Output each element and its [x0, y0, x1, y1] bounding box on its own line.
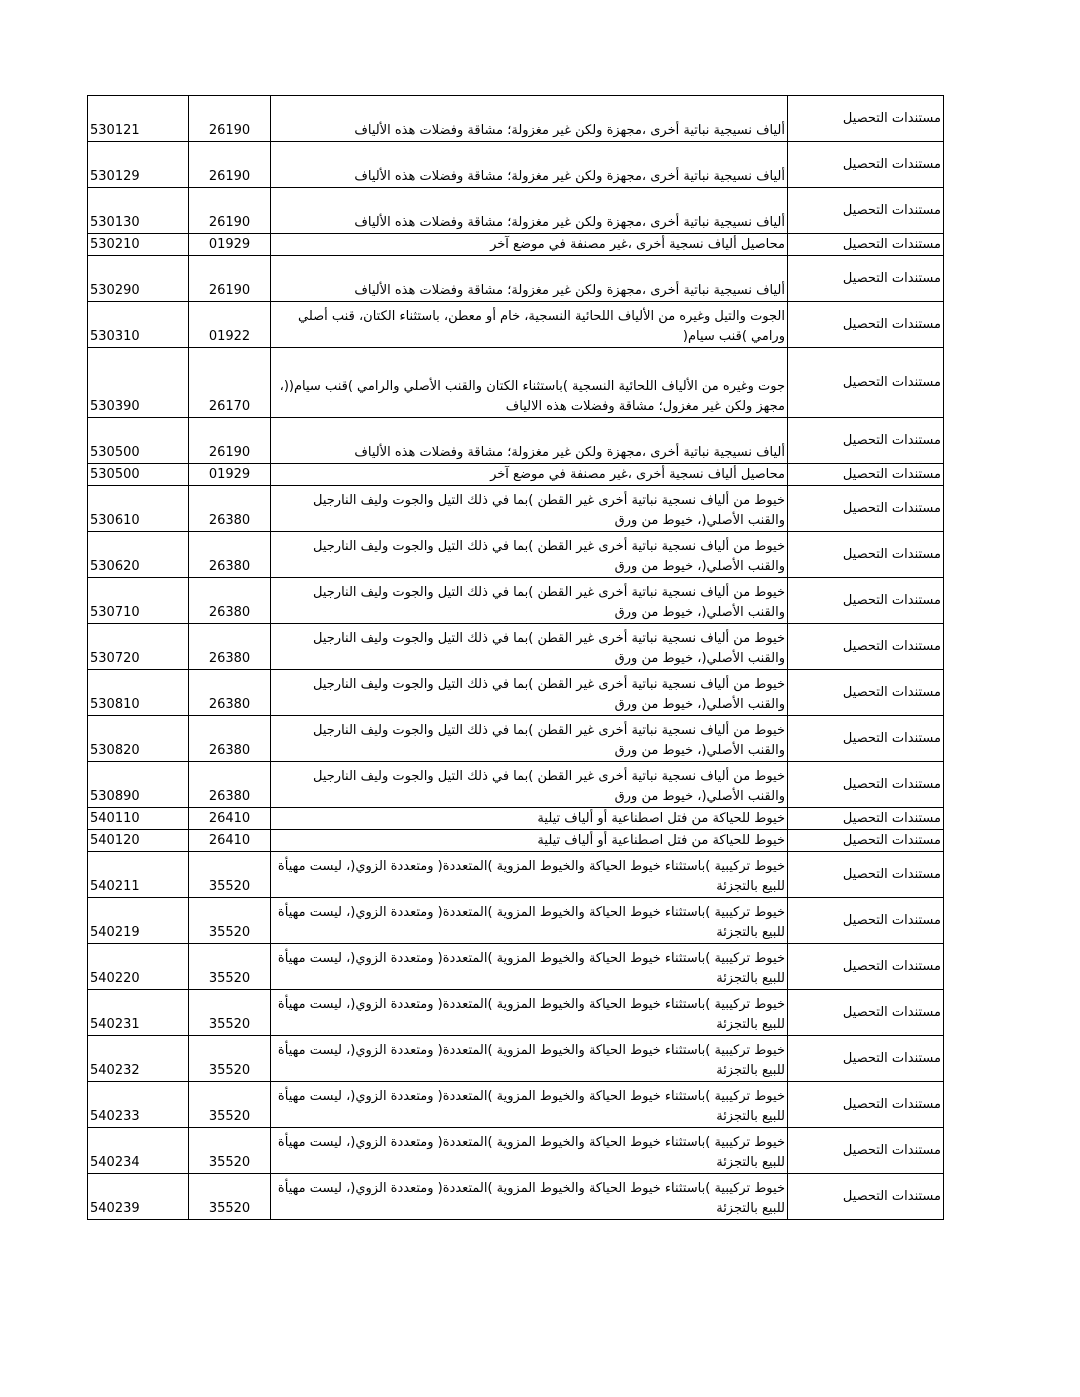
product-code-cell: 26380	[189, 670, 271, 716]
hs-code-cell: 530890	[88, 762, 189, 808]
hs-code-cell: 530810	[88, 670, 189, 716]
description-cell: ألياف نسيجية نباتية أخرى ،مجهزة ولكن غير مغزولة؛ مشاقة وفضلات هذه الألياف	[271, 142, 788, 188]
description-cell: ألياف نسيجية نباتية أخرى ،مجهزة ولكن غير مغزولة؛ مشاقة وفضلات هذه الألياف	[271, 96, 788, 142]
product-code-cell: 26410	[189, 808, 271, 830]
product-code-cell: 35520	[189, 990, 271, 1036]
table-row	[88, 990, 944, 1036]
table-row	[88, 808, 944, 830]
description-cell: خيوط تركيبية )باستثناء خيوط الحياكة والخيوط المزوية )المتعددة( ومتعددة الزوي(، ليست مهيأة للبيع بالتجزئة	[271, 1174, 788, 1220]
hs-code-cell: 540233	[88, 1082, 189, 1128]
hs-code-cell: 540110	[88, 808, 189, 830]
table-row	[88, 852, 944, 898]
hs-code-cell: 530500	[88, 418, 189, 464]
hs-code-cell: 530390	[88, 348, 189, 418]
hs-code-cell: 530310	[88, 302, 189, 348]
category-cell: مستندات التحصيل	[788, 302, 944, 348]
table-row	[88, 578, 944, 624]
product-code-cell: 01922	[189, 302, 271, 348]
table-row	[88, 302, 944, 348]
hs-code-cell: 530500	[88, 464, 189, 486]
description-cell: خيوط تركيبية )باستثناء خيوط الحياكة والخيوط المزوية )المتعددة( ومتعددة الزوي(، ليست مهيأة للبيع بالتجزئة	[271, 1082, 788, 1128]
category-cell: مستندات التحصيل	[788, 234, 944, 256]
description-cell: ألياف نسيجية نباتية أخرى ،مجهزة ولكن غير مغزولة؛ مشاقة وفضلات هذه الألياف	[271, 256, 788, 302]
product-code-cell: 26380	[189, 532, 271, 578]
description-cell: خيوط تركيبية )باستثناء خيوط الحياكة والخيوط المزوية )المتعددة( ومتعددة الزوي(، ليست مهيأة للبيع بالتجزئة	[271, 1128, 788, 1174]
category-cell: مستندات التحصيل	[788, 532, 944, 578]
product-code-cell: 35520	[189, 1082, 271, 1128]
hs-code-cell: 530620	[88, 532, 189, 578]
hs-code-cell: 540234	[88, 1128, 189, 1174]
category-cell: مستندات التحصيل	[788, 808, 944, 830]
description-cell: خيوط تركيبية )باستثناء خيوط الحياكة والخيوط المزوية )المتعددة( ومتعددة الزوي(، ليست مهيأة للبيع بالتجزئة	[271, 898, 788, 944]
product-code-cell: 01929	[189, 464, 271, 486]
tariff-table	[87, 95, 944, 1220]
product-code-cell: 26380	[189, 716, 271, 762]
hs-code-cell: 530720	[88, 624, 189, 670]
table-row	[88, 486, 944, 532]
table-row	[88, 1128, 944, 1174]
hs-code-cell: 530820	[88, 716, 189, 762]
description-cell: جوت وغيره من الألياف اللحائية النسجية )باستثناء الكتان والقنب الأصلي والرامي )قنب سيام((، مجهز ولكن غير مغزول؛ مشاقة وفضلات هذه الالياف	[271, 348, 788, 418]
description-cell: خيوط تركيبية )باستثناء خيوط الحياكة والخيوط المزوية )المتعددة( ومتعددة الزوي(، ليست مهيأة للبيع بالتجزئة	[271, 944, 788, 990]
description-cell: خيوط تركيبية )باستثناء خيوط الحياكة والخيوط المزوية )المتعددة( ومتعددة الزوي(، ليست مهيأة للبيع بالتجزئة	[271, 852, 788, 898]
hs-code-cell: 530210	[88, 234, 189, 256]
hs-code-cell: 530710	[88, 578, 189, 624]
table-row	[88, 716, 944, 762]
description-cell: محاصيل ألياف نسجية أخرى ،غير مصنفة في موضع آخر	[271, 234, 788, 256]
description-cell: ألياف نسيجية نباتية أخرى ،مجهزة ولكن غير مغزولة؛ مشاقة وفضلات هذه الألياف	[271, 418, 788, 464]
category-cell: مستندات التحصيل	[788, 142, 944, 188]
table-row	[88, 1174, 944, 1220]
table-row	[88, 234, 944, 256]
product-code-cell: 35520	[189, 1174, 271, 1220]
description-cell: محاصيل ألياف نسجية أخرى ،غير مصنفة في موضع آخر	[271, 464, 788, 486]
category-cell: مستندات التحصيل	[788, 762, 944, 808]
category-cell: مستندات التحصيل	[788, 256, 944, 302]
hs-code-cell: 530610	[88, 486, 189, 532]
product-code-cell: 01929	[189, 234, 271, 256]
table-row	[88, 532, 944, 578]
category-cell: مستندات التحصيل	[788, 898, 944, 944]
product-code-cell: 26380	[189, 762, 271, 808]
description-cell: خيوط تركيبية )باستثناء خيوط الحياكة والخيوط المزوية )المتعددة( ومتعددة الزوي(، ليست مهيأة للبيع بالتجزئة	[271, 990, 788, 1036]
category-cell: مستندات التحصيل	[788, 716, 944, 762]
hs-code-cell: 540220	[88, 944, 189, 990]
description-cell: خيوط من ألياف نسجية نباتية أخرى غير القطن )بما في ذلك التيل والجوت وليف النارجيل والقنب الأصلي(، خيوط من ورق	[271, 486, 788, 532]
description-cell: خيوط تركيبية )باستثناء خيوط الحياكة والخيوط المزوية )المتعددة( ومتعددة الزوي(، ليست مهيأة للبيع بالتجزئة	[271, 1036, 788, 1082]
table-row	[88, 1082, 944, 1128]
description-cell: خيوط من ألياف نسجية نباتية أخرى غير القطن )بما في ذلك التيل والجوت وليف النارجيل والقنب الأصلي(، خيوط من ورق	[271, 670, 788, 716]
table-row	[88, 762, 944, 808]
category-cell: مستندات التحصيل	[788, 348, 944, 418]
tariff-table-body	[88, 96, 944, 1220]
description-cell: خيوط من ألياف نسجية نباتية أخرى غير القطن )بما في ذلك التيل والجوت وليف النارجيل والقنب الأصلي(، خيوط من ورق	[271, 716, 788, 762]
product-code-cell: 35520	[189, 852, 271, 898]
hs-code-cell: 540231	[88, 990, 189, 1036]
product-code-cell: 26170	[189, 348, 271, 418]
table-row	[88, 1036, 944, 1082]
product-code-cell: 26380	[189, 578, 271, 624]
category-cell: مستندات التحصيل	[788, 990, 944, 1036]
category-cell: مستندات التحصيل	[788, 486, 944, 532]
table-row	[88, 830, 944, 852]
product-code-cell: 26190	[189, 142, 271, 188]
product-code-cell: 26190	[189, 256, 271, 302]
hs-code-cell: 540120	[88, 830, 189, 852]
product-code-cell: 26410	[189, 830, 271, 852]
category-cell: مستندات التحصيل	[788, 944, 944, 990]
table-row	[88, 142, 944, 188]
category-cell: مستندات التحصيل	[788, 96, 944, 142]
product-code-cell: 26380	[189, 486, 271, 532]
hs-code-cell: 540239	[88, 1174, 189, 1220]
category-cell: مستندات التحصيل	[788, 1128, 944, 1174]
table-row	[88, 670, 944, 716]
hs-code-cell: 540211	[88, 852, 189, 898]
hs-code-cell: 530130	[88, 188, 189, 234]
product-code-cell: 26190	[189, 418, 271, 464]
description-cell: خيوط من ألياف نسجية نباتية أخرى غير القطن )بما في ذلك التيل والجوت وليف النارجيل والقنب الأصلي(، خيوط من ورق	[271, 578, 788, 624]
table-row	[88, 96, 944, 142]
category-cell: مستندات التحصيل	[788, 624, 944, 670]
hs-code-cell: 540219	[88, 898, 189, 944]
product-code-cell: 26190	[189, 188, 271, 234]
category-cell: مستندات التحصيل	[788, 578, 944, 624]
hs-code-cell: 530129	[88, 142, 189, 188]
category-cell: مستندات التحصيل	[788, 464, 944, 486]
category-cell: مستندات التحصيل	[788, 830, 944, 852]
category-cell: مستندات التحصيل	[788, 1174, 944, 1220]
table-row	[88, 418, 944, 464]
description-cell: خيوط من ألياف نسجية نباتية أخرى غير القطن )بما في ذلك التيل والجوت وليف النارجيل والقنب الأصلي(، خيوط من ورق	[271, 532, 788, 578]
product-code-cell: 35520	[189, 944, 271, 990]
category-cell: مستندات التحصيل	[788, 1082, 944, 1128]
category-cell: مستندات التحصيل	[788, 188, 944, 234]
table-row	[88, 188, 944, 234]
description-cell: خيوط من ألياف نسجية نباتية أخرى غير القطن )بما في ذلك التيل والجوت وليف النارجيل والقنب الأصلي(، خيوط من ورق	[271, 624, 788, 670]
description-cell: خيوط للحياكة من فتل اصطناعية أو ألياف تيلية	[271, 808, 788, 830]
hs-code-cell: 530121	[88, 96, 189, 142]
category-cell: مستندات التحصيل	[788, 418, 944, 464]
description-cell: خيوط من ألياف نسجية نباتية أخرى غير القطن )بما في ذلك التيل والجوت وليف النارجيل والقنب الأصلي(، خيوط من ورق	[271, 762, 788, 808]
description-cell: ألياف نسيجية نباتية أخرى ،مجهزة ولكن غير مغزولة؛ مشاقة وفضلات هذه الألياف	[271, 188, 788, 234]
table-row	[88, 256, 944, 302]
product-code-cell: 26190	[189, 96, 271, 142]
table-row	[88, 624, 944, 670]
product-code-cell: 35520	[189, 1128, 271, 1174]
product-code-cell: 26380	[189, 624, 271, 670]
table-row	[88, 944, 944, 990]
table-row	[88, 348, 944, 418]
category-cell: مستندات التحصيل	[788, 670, 944, 716]
hs-code-cell: 540232	[88, 1036, 189, 1082]
description-cell: الجوت والتيل وغيره من الألياف اللحائية النسجية، خام أو معطن، باستثناء الكتان، قنب أصلي ورامي )قنب سيام(	[271, 302, 788, 348]
category-cell: مستندات التحصيل	[788, 852, 944, 898]
hs-code-cell: 530290	[88, 256, 189, 302]
category-cell: مستندات التحصيل	[788, 1036, 944, 1082]
table-row	[88, 464, 944, 486]
description-cell: خيوط للحياكة من فتل اصطناعية أو ألياف تيلية	[271, 830, 788, 852]
product-code-cell: 35520	[189, 1036, 271, 1082]
product-code-cell: 35520	[189, 898, 271, 944]
table-row	[88, 898, 944, 944]
